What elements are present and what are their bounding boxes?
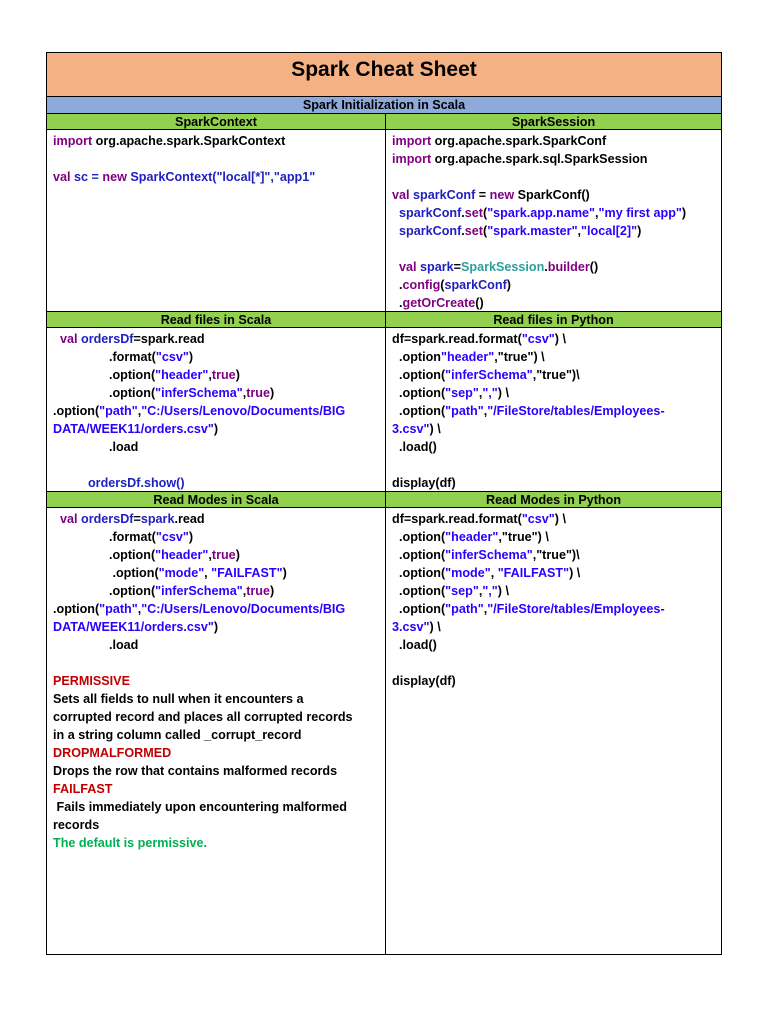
code-token: new (489, 188, 515, 202)
code-token: Sets all fields to null when it encounters a (53, 692, 304, 706)
code-token: .option( (392, 386, 446, 400)
code-token: , (204, 566, 212, 580)
code-token: . (392, 296, 403, 310)
code-token: spark (140, 512, 175, 526)
code-line (392, 546, 719, 564)
code-token: ( (482, 224, 488, 238)
code-token: df=spark.read.format( (392, 332, 522, 346)
code-line (53, 582, 383, 600)
code-token: ordersDf.show() (53, 476, 185, 490)
code-token: .option( (392, 368, 446, 382)
code-token: new (102, 170, 127, 184)
code-token: Fails immediately upon encountering malformed (53, 800, 347, 814)
code-line (53, 708, 383, 726)
code-token: ( (482, 206, 488, 220)
code-token: ) (269, 386, 275, 400)
code-token (53, 332, 60, 346)
code-block (392, 510, 719, 690)
code-line (392, 636, 719, 654)
code-token: , (483, 404, 488, 418)
code-token: "csv" (155, 530, 189, 544)
code-block (392, 132, 719, 312)
code-token: .option( (53, 368, 156, 382)
code-token: .load (53, 638, 139, 652)
header-read-files-scala: Read files in Scala (47, 312, 385, 328)
code-token: , (137, 602, 142, 616)
code-token: ) \ (429, 422, 441, 436)
code-line (53, 564, 383, 582)
code-line (53, 600, 383, 618)
code-token: ) (235, 548, 240, 562)
code-line (392, 402, 719, 420)
read-files-scala-cell (47, 329, 385, 492)
code-token: set (464, 206, 483, 220)
code-line (53, 636, 383, 654)
code-line (53, 402, 383, 420)
code-token: ) (188, 350, 194, 364)
code-token: "path" (99, 404, 138, 418)
code-token: Drops the row that contains malformed records (53, 764, 338, 778)
code-token: .option( (53, 566, 159, 580)
code-line (392, 240, 719, 258)
code-token: .option( (53, 548, 156, 562)
code-token: "sep" (445, 584, 479, 598)
code-token: ) \ (497, 584, 509, 598)
code-token: ) (637, 224, 642, 238)
cheat-sheet (46, 52, 722, 955)
code-token: . (461, 224, 465, 238)
code-token: "mode" (445, 566, 491, 580)
code-line (53, 438, 383, 456)
code-token: "header" (445, 530, 499, 544)
code-line (53, 546, 383, 564)
code-token: org.apache.spark.sql.SparkSession (431, 152, 648, 166)
code-block (53, 330, 383, 492)
code-token: .option( (392, 602, 446, 616)
code-token: "path" (445, 602, 484, 616)
code-line (392, 258, 719, 276)
header-read-files-python: Read files in Python (386, 312, 721, 328)
code-block (53, 132, 383, 186)
code-token: "path" (99, 602, 138, 616)
code-token: .option( (392, 548, 446, 562)
code-line (392, 600, 719, 618)
code-token: corrupted record and places all corrupted records (53, 710, 353, 724)
code-token: .option( (53, 602, 100, 616)
code-line (392, 528, 719, 546)
code-line (392, 348, 719, 366)
code-token: in a string column called _corrupt_record (53, 728, 302, 742)
code-token: .option( (53, 584, 156, 598)
code-token: = (133, 512, 141, 526)
header-sparkcontext: SparkContext (47, 114, 385, 130)
code-token: .load (53, 440, 139, 454)
code-token: "path" (445, 404, 484, 418)
code-token: "mode" (158, 566, 205, 580)
code-token: ) (681, 206, 687, 220)
code-token: ) (506, 278, 511, 292)
code-line (392, 618, 719, 636)
code-token: SparkContext("local[*]","app1" (126, 170, 316, 184)
code-token: "spark.master" (487, 224, 578, 238)
code-token: true (246, 386, 270, 400)
code-token: , (478, 386, 483, 400)
code-token: , (242, 584, 247, 598)
code-token: FAILFAST (53, 782, 113, 796)
read-modes-scala-cell (47, 509, 385, 954)
code-token: () (475, 296, 484, 310)
code-line (392, 222, 719, 240)
code-line (53, 744, 383, 762)
read-files-python-cell (386, 329, 721, 492)
code-line (392, 330, 719, 348)
code-token: val (392, 188, 410, 202)
code-token (392, 224, 399, 238)
code-token: "spark.app.name" (487, 206, 596, 220)
code-token: spark (416, 260, 454, 274)
code-line (392, 420, 719, 438)
code-token: sparkConf (409, 188, 476, 202)
code-token: .option( (392, 566, 446, 580)
code-block (392, 330, 719, 492)
code-token: true (246, 584, 270, 598)
code-token: "csv" (521, 332, 555, 346)
code-token (392, 206, 399, 220)
code-token: . (544, 260, 548, 274)
code-token: ) (269, 584, 275, 598)
code-line (53, 798, 383, 816)
code-token: getOrCreate (402, 296, 476, 310)
code-token: val (60, 512, 78, 526)
code-token: "csv" (155, 350, 189, 364)
code-token: ,"true")\ (532, 548, 580, 562)
code-line (53, 654, 383, 672)
code-token: ,"true")\ (532, 368, 580, 382)
code-token: import (392, 134, 432, 148)
column-divider (385, 114, 386, 954)
sparksession-code-cell (386, 131, 721, 312)
code-token: .load() (392, 638, 437, 652)
code-token: "sep" (445, 386, 479, 400)
section-band: Spark Initialization in Scala (47, 97, 721, 114)
code-line (392, 510, 719, 528)
code-token: "local[2]" (581, 224, 638, 238)
sparkcontext-code-cell (47, 131, 385, 312)
code-token: .option( (53, 404, 100, 418)
code-line (53, 366, 383, 384)
code-token: 3.csv" (392, 620, 430, 634)
code-token: = (453, 260, 461, 274)
code-token: config (402, 278, 441, 292)
code-line (53, 420, 383, 438)
read-modes-python-cell (386, 509, 721, 954)
code-token: ordersDf (77, 332, 134, 346)
code-token: df=spark.read.format( (392, 512, 522, 526)
code-token: sc = (70, 170, 103, 184)
code-token: import (53, 134, 93, 148)
code-token: "," (482, 584, 498, 598)
code-line (53, 168, 383, 186)
code-line (53, 672, 383, 690)
code-line (392, 672, 719, 690)
code-token: PERMISSIVE (53, 674, 130, 688)
code-token: .format( (53, 530, 156, 544)
code-line (392, 582, 719, 600)
code-line (392, 168, 719, 186)
code-token: ) \ (554, 512, 566, 526)
code-line (392, 204, 719, 222)
code-token: org.apache.spark.SparkConf (431, 134, 607, 148)
code-token: val (399, 260, 417, 274)
header-sparksession: SparkSession (386, 114, 721, 130)
code-line (53, 762, 383, 780)
code-token: true (211, 548, 236, 562)
code-token: ) \ (497, 386, 509, 400)
code-token: SparkConf() (514, 188, 590, 202)
code-token: .load() (392, 440, 437, 454)
code-token: ,"true") \ (498, 530, 549, 544)
code-token (53, 512, 60, 526)
code-token: =spark.read (133, 332, 205, 346)
code-token: .option( (392, 530, 446, 544)
code-line (53, 348, 383, 366)
code-token: .format( (53, 350, 156, 364)
code-line (53, 330, 383, 348)
code-line (392, 366, 719, 384)
code-token: "C:/Users/Lenovo/Documents/BIG (141, 602, 346, 616)
code-line (53, 780, 383, 798)
code-token: ) \ (429, 620, 441, 634)
code-line (392, 150, 719, 168)
code-token: , (490, 566, 498, 580)
code-token: display(df) (392, 674, 456, 688)
code-token: DATA/WEEK11/orders.csv" (53, 422, 214, 436)
code-token: .read (174, 512, 205, 526)
code-token: import (392, 152, 432, 166)
code-line (53, 726, 383, 744)
code-token: "header" (440, 350, 495, 364)
code-line (392, 438, 719, 456)
code-token: ) (213, 620, 219, 634)
code-line (392, 384, 719, 402)
code-token: = (475, 188, 490, 202)
code-token: ordersDf (77, 512, 134, 526)
code-token: org.apache.spark.SparkContext (92, 134, 286, 148)
code-line (392, 186, 719, 204)
code-token: .option( (392, 584, 446, 598)
code-line (392, 132, 719, 150)
code-token: "inferSchema" (445, 368, 533, 382)
code-token: ( (440, 278, 445, 292)
code-line (392, 294, 719, 312)
code-token: set (464, 224, 483, 238)
code-token: "inferSchema" (155, 386, 243, 400)
code-line (392, 276, 719, 294)
header-read-modes-scala: Read Modes in Scala (47, 492, 385, 508)
code-token: ,"true") \ (494, 350, 545, 364)
code-token: 3.csv" (392, 422, 430, 436)
code-line (53, 834, 383, 852)
header-read-modes-python: Read Modes in Python (386, 492, 721, 508)
code-line (53, 510, 383, 528)
code-token: , (595, 206, 599, 220)
code-line (53, 456, 383, 474)
code-token: () (589, 260, 599, 274)
code-line (392, 564, 719, 582)
code-token: , (242, 386, 247, 400)
code-token: ) (213, 422, 219, 436)
code-token: "csv" (521, 512, 555, 526)
code-line (392, 474, 719, 492)
code-token: ) \ (569, 566, 581, 580)
code-token: "C:/Users/Lenovo/Documents/BIG (141, 404, 346, 418)
code-token: "/FileStore/tables/Employees- (487, 404, 665, 418)
code-line (53, 474, 383, 492)
code-token: builder (547, 260, 590, 274)
code-token: The default is permissive. (53, 836, 207, 850)
code-line (53, 816, 383, 834)
code-token: "," (482, 386, 498, 400)
code-token: .option (392, 350, 441, 364)
code-token: . (461, 206, 465, 220)
code-token: . (392, 278, 403, 292)
code-token: SparkSession (460, 260, 545, 274)
code-line (53, 528, 383, 546)
code-token: sparkConf (399, 206, 462, 220)
code-line (53, 618, 383, 636)
code-token: "my first app" (598, 206, 682, 220)
code-token: "header" (155, 548, 209, 562)
code-token: ) (282, 566, 287, 580)
code-line (392, 654, 719, 672)
code-token: , (478, 584, 483, 598)
code-token: , (208, 548, 212, 562)
code-token: records (53, 818, 100, 832)
code-line (53, 690, 383, 708)
code-line (392, 456, 719, 474)
code-token: "inferSchema" (155, 584, 243, 598)
code-block (53, 510, 383, 852)
code-token: "/FileStore/tables/Employees- (487, 602, 665, 616)
code-token: val (53, 170, 71, 184)
code-token: "FAILFAST" (497, 566, 570, 580)
code-token: sparkConf (399, 224, 462, 238)
code-token: ) \ (554, 332, 566, 346)
code-token: display(df) (392, 476, 456, 490)
code-token: , (483, 602, 488, 616)
code-token: ) (188, 530, 194, 544)
code-token: DROPMALFORMED (53, 746, 172, 760)
code-token: .option( (392, 404, 446, 418)
code-token (392, 260, 399, 274)
code-token: sparkConf (444, 278, 507, 292)
code-line (53, 132, 383, 150)
code-token: "FAILFAST" (211, 566, 283, 580)
code-line (53, 150, 383, 168)
code-token: true (211, 368, 236, 382)
code-token: val (60, 332, 78, 346)
page-title: Spark Cheat Sheet (47, 53, 721, 97)
code-line (53, 384, 383, 402)
code-token: "inferSchema" (445, 548, 533, 562)
code-token: DATA/WEEK11/orders.csv" (53, 620, 214, 634)
code-token: .option( (53, 386, 156, 400)
code-token: ) (235, 368, 240, 382)
code-token: , (137, 404, 142, 418)
code-token: "header" (155, 368, 209, 382)
code-token: , (208, 368, 212, 382)
code-token: , (577, 224, 582, 238)
